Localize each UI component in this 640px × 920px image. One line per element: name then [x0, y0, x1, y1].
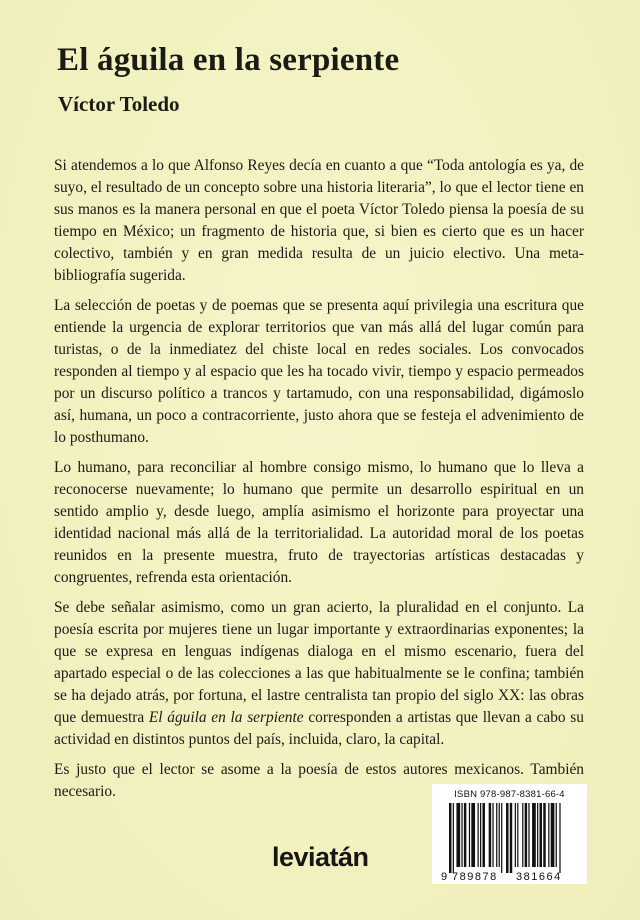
barcode-bar [482, 803, 484, 867]
barcode-bar [469, 803, 470, 867]
barcode-bar [559, 803, 560, 873]
paragraph-3 [54, 457, 584, 589]
paragraph-1 [54, 155, 584, 287]
barcode-bar [515, 803, 516, 867]
barcode-bar [517, 803, 518, 867]
barcode-bar [453, 803, 454, 873]
paragraph-4 [54, 597, 584, 751]
barcode-bar [525, 803, 527, 867]
barcode-bar [464, 803, 466, 867]
barcode-bar [537, 803, 538, 867]
barcode-bar [499, 803, 500, 867]
barcode-bar [528, 803, 529, 867]
barcode-right-digits: 381664 [516, 871, 562, 883]
publisher-logo: leviatán [272, 842, 369, 872]
barcode-bar [543, 803, 545, 867]
isbn-label: ISBN 978-987-8381-66-4 [454, 789, 565, 800]
barcode-bar [540, 803, 542, 867]
barcode-bar [478, 803, 479, 867]
barcode-bar [456, 803, 460, 867]
barcode-bar [501, 803, 502, 873]
barcode-bar [556, 803, 557, 867]
barcode-bar [551, 803, 555, 867]
book-title-italic: El águila en la serpiente [148, 709, 304, 726]
barcode-bar [461, 803, 462, 867]
paragraph-text: corresponden a artistas que llevan a cabo su actividad en distintos puntos del país, incluida, claro, la capital. [54, 709, 584, 748]
book-title: El águila en la serpiente [57, 42, 400, 78]
barcode-bar [510, 803, 512, 873]
isbn-barcode [432, 784, 587, 884]
barcode-bar [471, 803, 475, 867]
barcode-bar [496, 803, 497, 867]
barcode-graphic [432, 803, 587, 883]
paragraph-2 [54, 295, 584, 449]
paragraph-text: La selección de poetas y de poemas que se presenta aquí privilegia una escritura que entiende la urgencia de explorar territorios que van más allá del lugar común para turistas, o de la inmediatez del chiste local en redes sociales. Los convocados responden al tiempo y al espacio que les ha tocado vivir, tiempo y espacio permeados por un discurso político a trancos y tartamudo, con una responsabilidad, digámoslo así, humana, un poco a contracorriente, justo ahora que se festeja el advenimiento de lo posthumano. [54, 297, 584, 446]
author-name: Víctor Toledo [58, 92, 180, 116]
barcode-bar [489, 803, 491, 867]
barcode-bar [492, 803, 493, 867]
barcode-bar [522, 803, 523, 867]
barcode-first-digit: 9 [441, 871, 448, 883]
back-cover-text [54, 155, 584, 811]
barcode-bar [449, 803, 451, 873]
paragraph-text: Lo humano, para reconciliar al hombre consigo mismo, lo humano que lo lleva a reconocerse nuevamente; lo humano que permite un desarrollo espiritual en un sentido amplio y, desde luego, amplía asimismo el horizonte para proyectar una identidad nacional más allá de la territorialidad. La autoridad moral de los poetas reunidos en la presente muestra, fruto de trayectorias artísticas destacadas y congruentes, refrenda esta orientación. [54, 459, 584, 586]
barcode-bar [506, 803, 508, 873]
barcode-bars [449, 803, 561, 873]
barcode-bar [532, 803, 536, 867]
paragraph-text: Es justo que el lector se asome a la poesía de estos autores mexicanos. También necesario. [54, 761, 584, 800]
paragraph-text: Se debe señalar asimismo, como un gran acierto, la pluralidad en el conjunto. La poesía escrita por mujeres tiene un lugar importante y extraordinarias exponentes; la que se expresa en lenguas indígenas dialoga en el mismo escenario, fuera del apartado especial o de las colecciones a las que habitualmente se le confina; también se ha dejado atrás, por fortuna, el lastre centralista tan propio del siglo XX: las obras que demuestra [54, 599, 584, 726]
paragraph-text: Si atendemos a lo que Alfonso Reyes decía en cuanto a que “Toda antología es ya, de suyo, el resultado de un concepto sobre una historia literaria”, lo que el lector tiene en sus manos es la manera personal en que el poeta Víctor Toledo piensa la poesía de su tiempo en México; un fragmento de historia que, si bien es cierto que es un hacer colectivo, también y en gran medida resulta de un juicio electivo. Una meta-bibliografía sugerida. [54, 157, 584, 284]
barcode-bar [548, 803, 549, 867]
barcode-left-digits: 789878 [452, 871, 498, 883]
barcode-bar [480, 803, 481, 867]
